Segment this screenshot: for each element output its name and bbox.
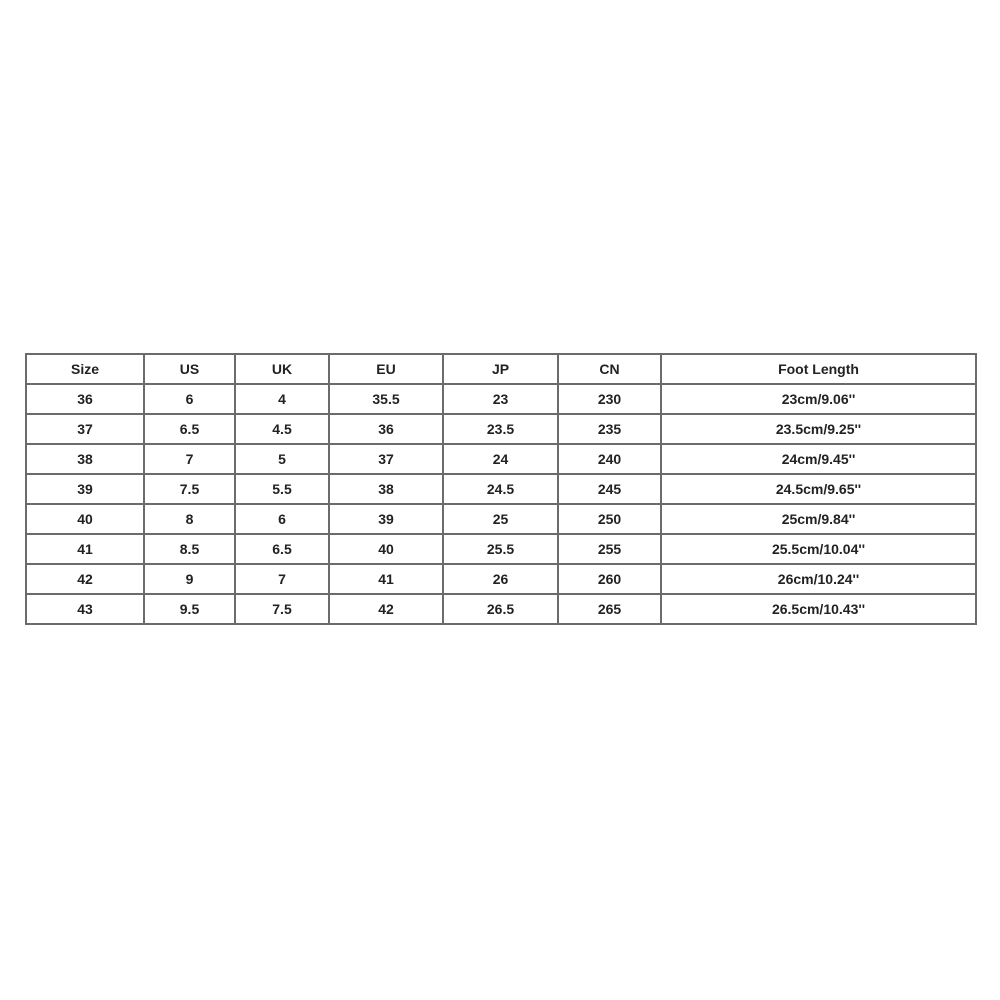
table-row — [26, 474, 976, 504]
cell-eu: 38 — [329, 474, 443, 504]
cell-us: 9.5 — [144, 594, 235, 624]
header-cn: CN — [558, 354, 661, 384]
cell-size: 42 — [26, 564, 144, 594]
cell-cn: 265 — [558, 594, 661, 624]
header-uk: UK — [235, 354, 329, 384]
cell-jp: 26 — [443, 564, 558, 594]
cell-cn: 250 — [558, 504, 661, 534]
cell-size: 39 — [26, 474, 144, 504]
cell-cn: 255 — [558, 534, 661, 564]
cell-eu: 36 — [329, 414, 443, 444]
cell-size: 38 — [26, 444, 144, 474]
table-row — [26, 594, 976, 624]
header-size: Size — [26, 354, 144, 384]
cell-eu: 41 — [329, 564, 443, 594]
cell-uk: 5 — [235, 444, 329, 474]
cell-us: 9 — [144, 564, 235, 594]
cell-jp: 24 — [443, 444, 558, 474]
cell-foot-length: 26.5cm/10.43'' — [661, 594, 976, 624]
cell-cn: 245 — [558, 474, 661, 504]
header-eu: EU — [329, 354, 443, 384]
cell-jp: 24.5 — [443, 474, 558, 504]
size-chart-table — [25, 353, 977, 625]
cell-size: 43 — [26, 594, 144, 624]
table-row — [26, 534, 976, 564]
cell-us: 6.5 — [144, 414, 235, 444]
cell-uk: 6 — [235, 504, 329, 534]
cell-cn: 240 — [558, 444, 661, 474]
cell-size: 37 — [26, 414, 144, 444]
cell-us: 7.5 — [144, 474, 235, 504]
header-us: US — [144, 354, 235, 384]
cell-foot-length: 24.5cm/9.65'' — [661, 474, 976, 504]
cell-uk: 5.5 — [235, 474, 329, 504]
cell-cn: 230 — [558, 384, 661, 414]
cell-size: 41 — [26, 534, 144, 564]
cell-eu: 40 — [329, 534, 443, 564]
cell-cn: 260 — [558, 564, 661, 594]
cell-us: 6 — [144, 384, 235, 414]
cell-jp: 23 — [443, 384, 558, 414]
cell-us: 8 — [144, 504, 235, 534]
cell-jp: 25 — [443, 504, 558, 534]
cell-foot-length: 25.5cm/10.04'' — [661, 534, 976, 564]
cell-us: 8.5 — [144, 534, 235, 564]
table-row — [26, 504, 976, 534]
header-row — [26, 354, 976, 384]
table-row — [26, 414, 976, 444]
cell-foot-length: 25cm/9.84'' — [661, 504, 976, 534]
cell-eu: 39 — [329, 504, 443, 534]
cell-eu: 42 — [329, 594, 443, 624]
cell-size: 36 — [26, 384, 144, 414]
cell-size: 40 — [26, 504, 144, 534]
header-foot-length: Foot Length — [661, 354, 976, 384]
table-row — [26, 384, 976, 414]
cell-cn: 235 — [558, 414, 661, 444]
size-chart-body — [26, 384, 976, 624]
cell-foot-length: 23cm/9.06'' — [661, 384, 976, 414]
table-row — [26, 444, 976, 474]
cell-foot-length: 23.5cm/9.25'' — [661, 414, 976, 444]
cell-uk: 7 — [235, 564, 329, 594]
cell-jp: 25.5 — [443, 534, 558, 564]
cell-eu: 37 — [329, 444, 443, 474]
cell-uk: 6.5 — [235, 534, 329, 564]
cell-eu: 35.5 — [329, 384, 443, 414]
header-jp: JP — [443, 354, 558, 384]
table-row — [26, 564, 976, 594]
cell-jp: 26.5 — [443, 594, 558, 624]
cell-uk: 4.5 — [235, 414, 329, 444]
cell-uk: 7.5 — [235, 594, 329, 624]
cell-uk: 4 — [235, 384, 329, 414]
size-chart-header — [26, 354, 976, 384]
cell-foot-length: 24cm/9.45'' — [661, 444, 976, 474]
cell-us: 7 — [144, 444, 235, 474]
cell-jp: 23.5 — [443, 414, 558, 444]
cell-foot-length: 26cm/10.24'' — [661, 564, 976, 594]
